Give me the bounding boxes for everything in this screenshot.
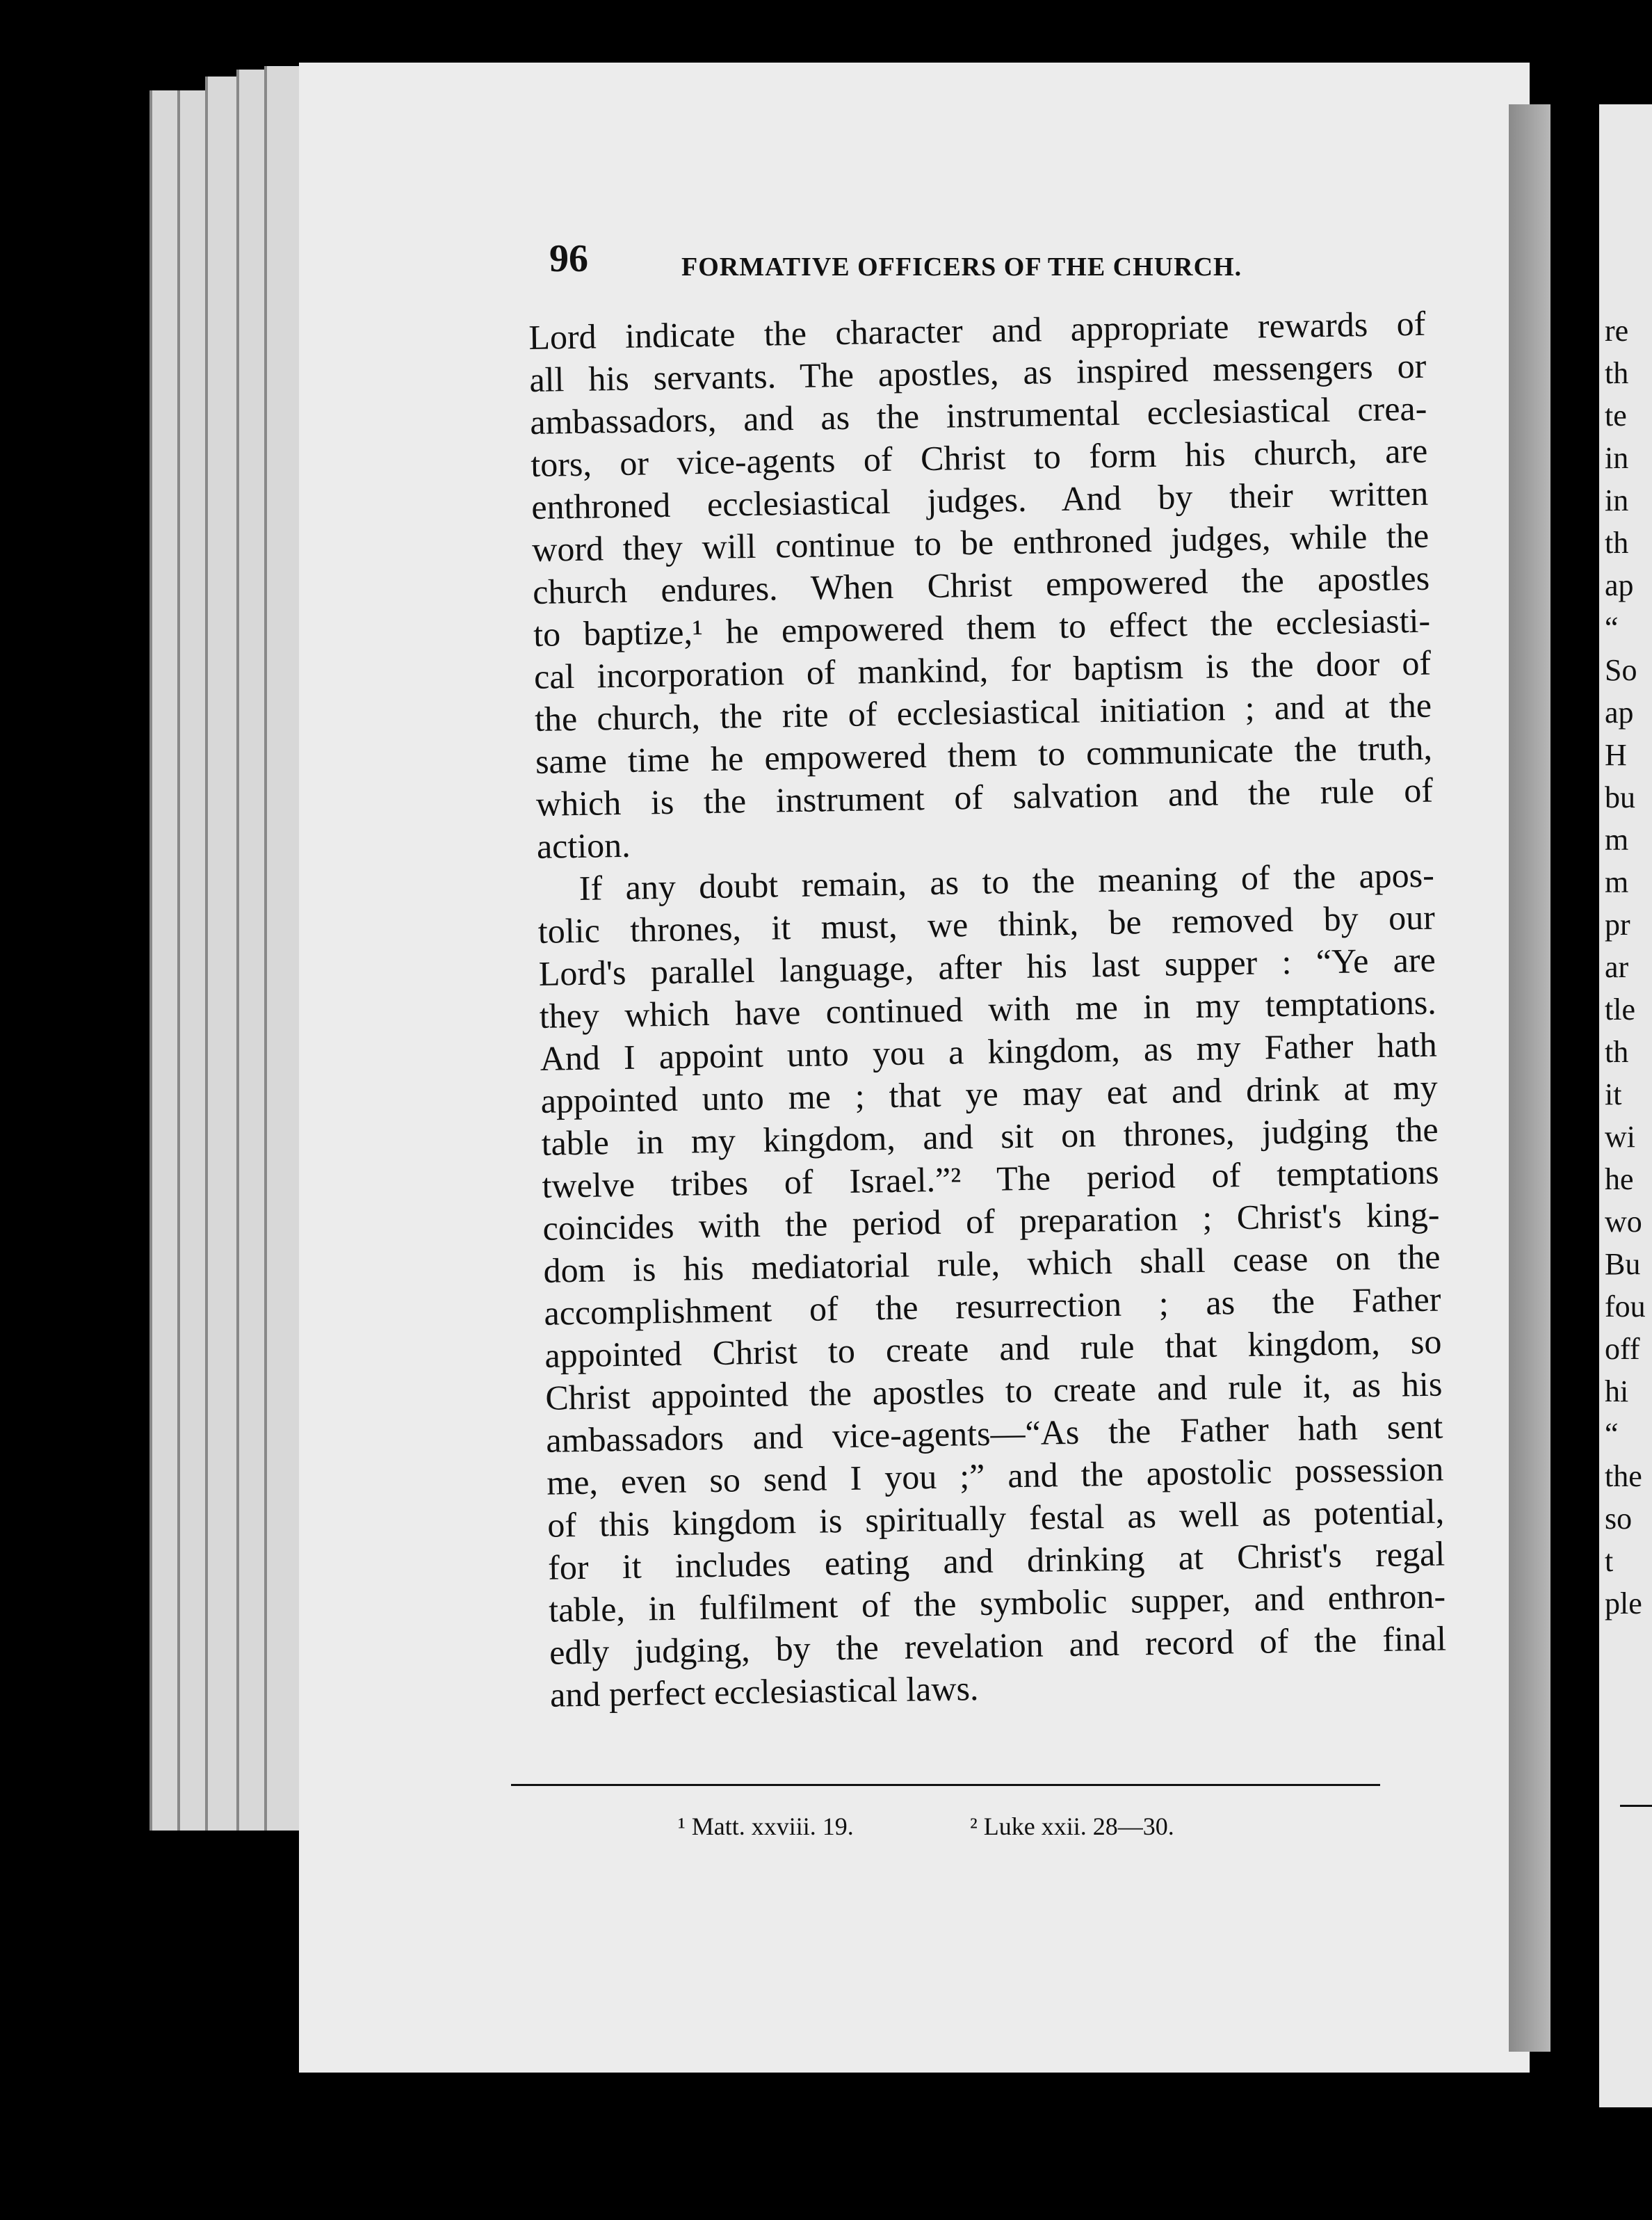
next-page-fragment: Bu bbox=[1605, 1247, 1641, 1281]
text-line: ambassadors, and as the instrumental ecclesiastical crea- bbox=[529, 388, 1427, 442]
text-line: and perfect ecclesiastical laws. bbox=[549, 1668, 979, 1714]
next-page-rule bbox=[1620, 1805, 1652, 1807]
next-page-strip bbox=[1599, 104, 1652, 2107]
next-page-fragment: tle bbox=[1605, 992, 1635, 1027]
text-line: for it includes eating and drinking at Christ's regal bbox=[547, 1534, 1446, 1587]
next-page-fragment: so bbox=[1605, 1502, 1633, 1536]
text-line: Lord's parallel language, after his last supper : “Ye are bbox=[538, 940, 1436, 993]
next-page-fragment: fou bbox=[1605, 1289, 1646, 1324]
text-line: tors, or vice-agents of Christ to form his church, are bbox=[530, 431, 1428, 484]
footnote-2: ² Luke xxii. 28—30. bbox=[970, 1812, 1174, 1840]
text-line: me, even so send I you ;” and the apostolic possession bbox=[546, 1449, 1444, 1502]
text-line: appointed Christ to create and rule that kingdom, so bbox=[544, 1321, 1442, 1375]
text-line: all his servants. The apostles, as inspired messengers or bbox=[528, 346, 1427, 399]
next-page-fragment: in bbox=[1605, 441, 1629, 475]
next-page-fragment: ap bbox=[1605, 695, 1634, 730]
body-text bbox=[528, 303, 1447, 1716]
text-line: dom is his mediatorial rule, which shall cease on the bbox=[543, 1237, 1441, 1290]
page-number: 96 bbox=[549, 237, 588, 280]
text-line: same time he empowered them to communicate the truth, bbox=[535, 727, 1433, 781]
page-edge-4 bbox=[236, 70, 267, 1831]
page-edge-1 bbox=[149, 90, 180, 1831]
next-page-fragment: m bbox=[1605, 865, 1629, 899]
next-page-fragment: th bbox=[1605, 526, 1629, 560]
page-edge-2 bbox=[177, 90, 208, 1831]
next-page-fragment: in bbox=[1605, 483, 1629, 517]
page-gutter bbox=[1509, 104, 1550, 2052]
text-line: church endures. When Christ empowered the apostles bbox=[532, 558, 1430, 611]
text-line: And I appoint unto you a kingdom, as my Father hath bbox=[540, 1024, 1438, 1078]
text-line: twelve tribes of Israel.”² The period of temptations bbox=[542, 1152, 1439, 1205]
text-line: word they will continue to be enthroned judges, while the bbox=[531, 515, 1430, 569]
next-page-fragment: hi bbox=[1605, 1374, 1629, 1408]
next-page-fragment: ple bbox=[1605, 1586, 1642, 1620]
next-page-fragment: wo bbox=[1605, 1205, 1642, 1239]
page-edge-3 bbox=[205, 77, 239, 1831]
next-page-fragment: wi bbox=[1605, 1120, 1635, 1154]
next-page-fragment: ap bbox=[1605, 568, 1634, 602]
text-line: of this kingdom is spiritually festal as well as potential, bbox=[546, 1491, 1445, 1545]
next-page-fragment: th bbox=[1605, 1035, 1629, 1069]
text-line: to baptize,¹ he empowered them to effect the ecclesiasti- bbox=[533, 600, 1431, 654]
next-page-fragment: the bbox=[1605, 1459, 1642, 1493]
text-line: enthroned ecclesiastical judges. And by their written bbox=[531, 473, 1429, 526]
text-line: table, in fulfilment of the symbolic supper, and enthron- bbox=[548, 1576, 1446, 1630]
next-page-fragment: pr bbox=[1605, 908, 1630, 942]
text-line: accomplishment of the resurrection ; as the Father bbox=[544, 1279, 1441, 1333]
next-page-fragment: ar bbox=[1605, 950, 1629, 984]
next-page-fragment: te bbox=[1605, 399, 1627, 433]
text-line: coincides with the period of preparation ; Christ's king- bbox=[542, 1194, 1440, 1248]
next-page-fragment: it bbox=[1605, 1077, 1622, 1111]
text-line: action. bbox=[536, 825, 631, 866]
text-line: table in my kingdom, and sit on thrones, judging the bbox=[541, 1109, 1439, 1163]
next-page-fragment: H bbox=[1605, 738, 1627, 772]
next-page-fragment: he bbox=[1605, 1162, 1634, 1196]
next-page-fragment: So bbox=[1605, 653, 1637, 687]
text-line: tolic thrones, it must, we think, be removed by our bbox=[537, 897, 1436, 951]
next-page-fragment: “ bbox=[1605, 1417, 1619, 1451]
text-line: edly judging, by the revelation and record of the final bbox=[549, 1618, 1447, 1672]
text-line: which is the instrument of salvation and the rule of bbox=[535, 770, 1434, 823]
text-line: the church, the rite of ecclesiastical initiation ; and at the bbox=[534, 685, 1432, 739]
next-page-fragment: m bbox=[1605, 823, 1629, 857]
next-page-fragment: th bbox=[1605, 356, 1629, 390]
text-line: If any doubt remain, as to the meaning of the apos- bbox=[578, 855, 1435, 908]
footnote-1: ¹ Matt. xxviii. 19. bbox=[678, 1812, 854, 1840]
next-page-fragment: re bbox=[1605, 314, 1629, 348]
text-line: they which have continued with me in my temptations. bbox=[539, 982, 1437, 1036]
text-line: Lord indicate the character and appropriate rewards of bbox=[528, 303, 1426, 357]
text-line: Christ appointed the apostles to create and rule it, as his bbox=[544, 1364, 1443, 1417]
text-line: appointed unto me ; that ye may eat and drink at my bbox=[540, 1067, 1438, 1120]
page-edge-5 bbox=[264, 66, 302, 1831]
next-page-fragment: off bbox=[1605, 1332, 1640, 1366]
next-page-fragment: “ bbox=[1605, 611, 1619, 645]
footnote-divider bbox=[511, 1784, 1380, 1786]
text-line: cal incorporation of mankind, for baptism is the door of bbox=[533, 643, 1432, 696]
next-page-fragment: bu bbox=[1605, 780, 1635, 814]
running-head: FORMATIVE OFFICERS OF THE CHURCH. bbox=[681, 252, 1242, 282]
next-page-fragment: t bbox=[1605, 1544, 1614, 1578]
text-line: ambassadors and vice-agents—“As the Father hath sent bbox=[545, 1406, 1443, 1460]
